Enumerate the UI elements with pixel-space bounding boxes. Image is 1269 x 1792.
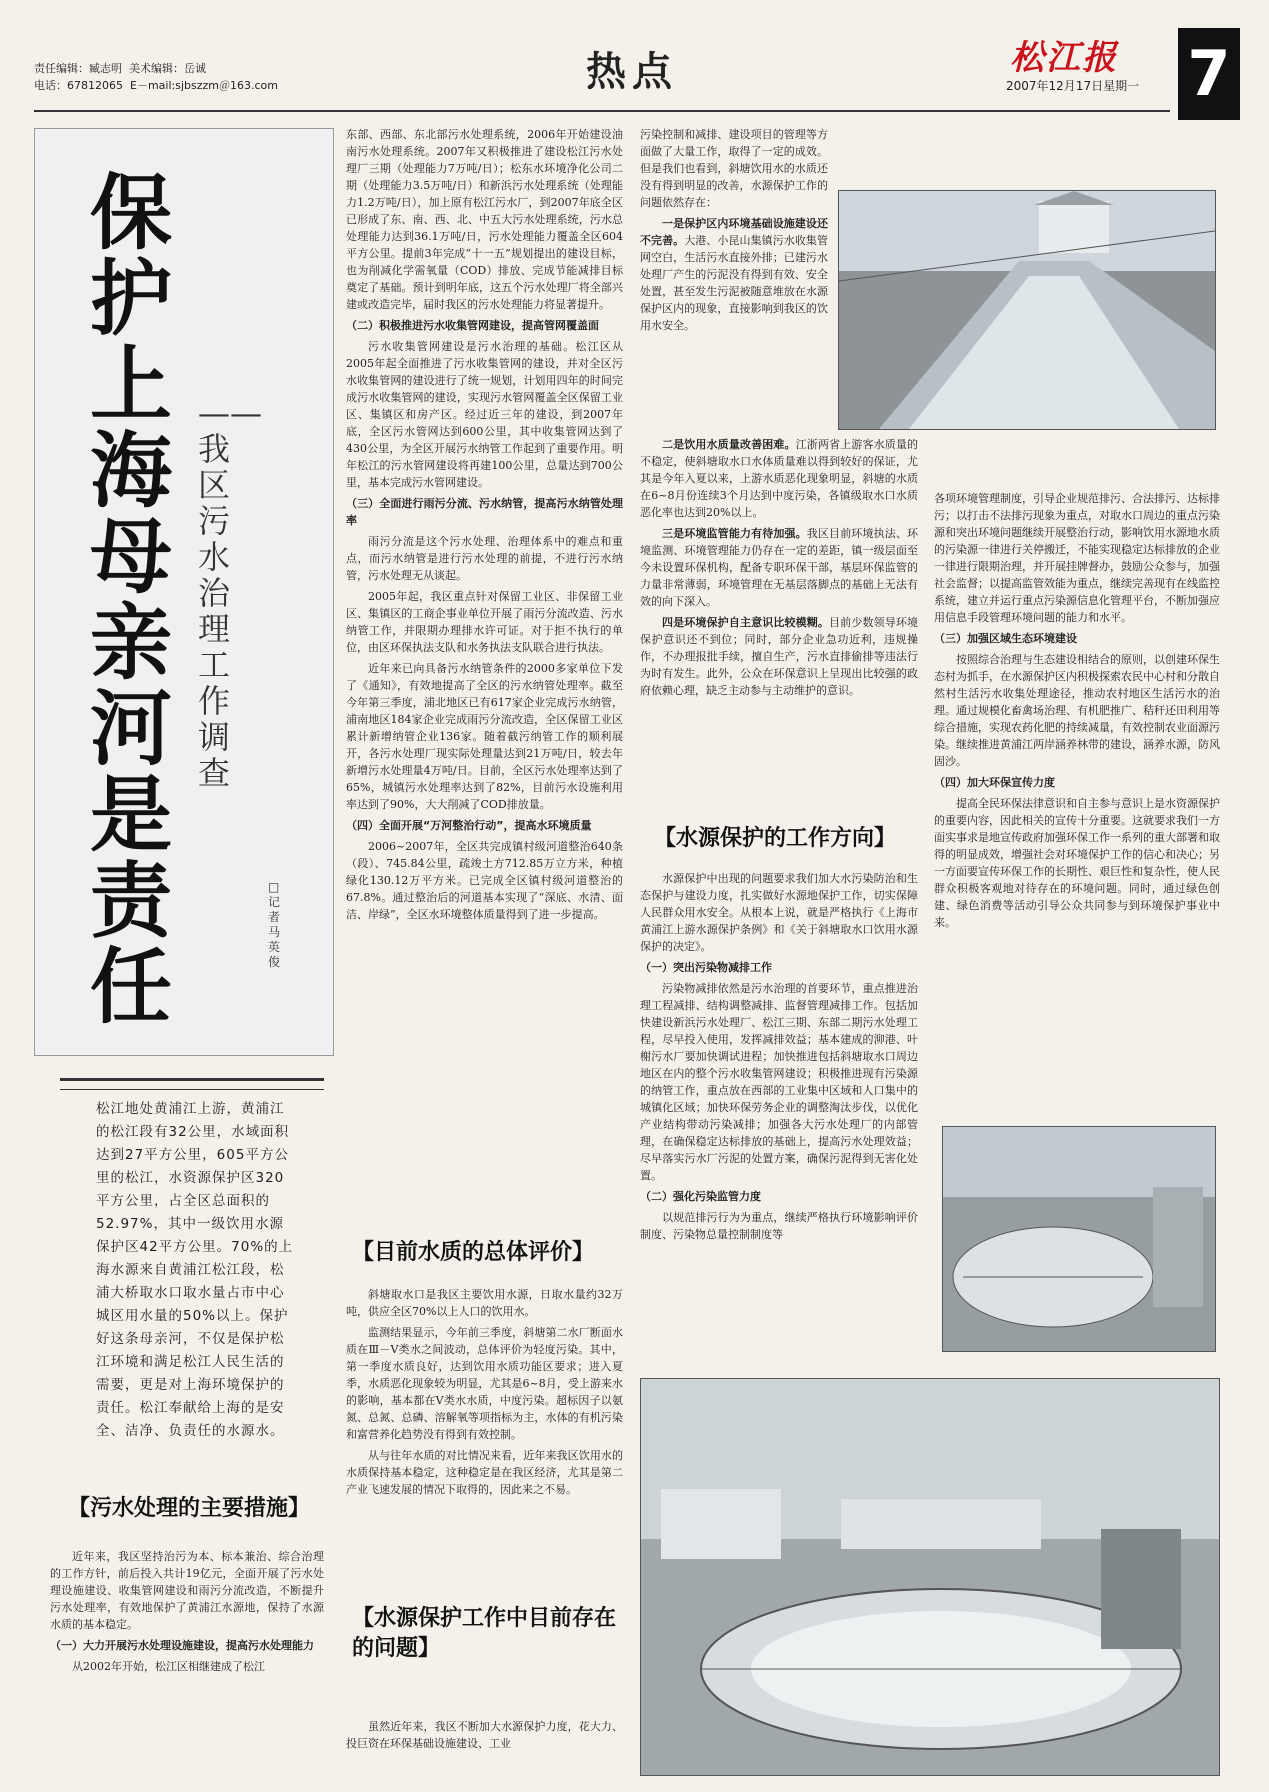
paragraph: 雨污分流是这个污水处理、治理体系中的难点和重点，而污水纳管是进行污水处理的前提，不进行污水纳管，污水处理无从谈起。 [346,535,623,582]
subheading: 三是环境监管能力有待加强。 [662,527,807,540]
subheading: （三）加强区域生态环境建设 [934,632,1077,645]
reporter-byline: □记者 马英俊 [268,880,281,969]
paragraph: 监测结果显示，今年前三季度，斜塘第二水厂断面水质在Ⅲ－Ⅴ类水之间波动，总体评价为轻度污染。其中，第一季度水质良好，达到饮用水质功能区要求；进入夏季，水质恶化现象较为明显，尤其是6~8月，受上游来水的影响，基本都在Ⅴ类水水质，中度污染。超标因子以氨氮、总氮、总磷、溶解氧等项指标为主，水体的有机污染和富营养化趋势没有得到有效控制。 [346,1326,623,1441]
photo-treatment-channel [838,190,1216,430]
subheading: 二是饮用水质量改善困难。 [662,438,796,451]
subheading: （二）积极推进污水收集管网建设，提高管网覆盖面 [346,319,599,332]
subheading: （四）加大环保宣传力度 [934,776,1055,789]
subheading: （二）强化污染监管力度 [640,1190,761,1203]
paragraph: 从与往年水质的对比情况来看，近年来我区饮用水的水质保持基本稳定，这种稳定是在我区经济，尤其是第二产业飞速发展的情况下取得的，因此来之不易。 [346,1449,623,1496]
editor-label: 责任编辑：臧志明 [34,62,122,75]
phone-label: 电话：67812065 [34,79,123,92]
paragraph: 污水收集管网建设是污水治理的基础。松江区从2005年起全面推进了污水收集管网的建设，并对全区污水收集管网的建设进行了统一规划，计划用四年的时间完成污水收集管网的建设，实现污水管网覆盖全区保留工业区、集镇区和房产区。经过近三年的建设，到2007年底，全区污水管网达到600公里，其中收集管网达到了430公里，为全区开展污水纳管工作起到了重要作用。明年松江的污水管网建设将再建100公里，总量达到700公里，基本完成污水管网建设。 [346,340,623,489]
paragraph: 污染物减排依然是污水治理的首要环节，重点推进治理工程减排、结构调整减排、监督管理减排工作。包括加快建设新浜污水处理厂、松江三期、东部二期污水处理工程，尽早投入使用，发挥减排效益；基本建成的泖港、叶榭污水厂要加快调试进程；加快推进包括斜塘取水口周边地区在内的整个污水收集管网建设；积极推进现有污染源的纳管工作，重点放在西部的工业集中区域和人口集中的城镇化区域；加快环保劳务企业的调整淘汰步伐，以优化产业结构带动污染减排；加强各大污水处理厂的内部管理，在确保稳定达标排放的基础上，提高污水处理效益；尽早落实污水厂污泥的处置方案，确保污泥得到无害化处置。 [640,982,918,1182]
paragraph: 提高全民环保法律意识和自主参与意识上是水资源保护的重要内容，因此相关的宣传十分重要。这就要求我们一方面实事求是地宣传政府加强环保工作一系列的重大部署和取得的明显成效，增强社会对环境保护工作的信心和决心；另一方面要宣传环保工作的长期性、艰巨性和复杂性，使人民群众积极客观地对待存在的环境问题。同时，通过绿色创建、绿色消费等活动引导公众共同参与到环境保护事业中来。 [934,797,1220,929]
paragraph: 近年来，我区坚持治污为本、标本兼治、综合治理的工作方针，前后投入共计19亿元，全面开展了污水处理设施建设、收集管网建设和雨污分流改造，不断提升污水处理率，有效地保护了黄浦江水源地，保持了水源水质的基本稳定。 [50,1550,324,1631]
column-d [934,490,1220,1112]
subheading: 一是保护区内环境基础设施建设还不完善。 [640,217,828,247]
photo-clarifier-plant [640,1378,1220,1776]
paragraph: 江浙两省上游客水质量的不稳定，使斜塘取水口水体质量难以得到较好的保证，尤其是今年入夏以来，上游水质恶化现象明显，斜塘的水质在6~8月份连续3个月达到中度污染，各镇级取水口水质恶化率也达到20%以上。 [640,438,918,519]
issue-date: 2007年12月17日星期一 [1006,79,1140,93]
paragraph: 按照综合治理与生态建设相结合的原则，以创建环保生态村为抓手，在水源保护区内积极探索农民中心村和分散自然村生活污水收集处理途径，推动农村地区生活污水的治理。通过规模化畜禽场治理、有机肥推广、秸秆还田利用等综合措施，实现农药化肥的持续减量，有效控制农业面源污染。继续推进黄浦江两岸涵养林带的建设，涵养水源，防风固沙。 [934,653,1220,768]
subheading: 四是环境保护自主意识比较模糊。 [662,616,830,629]
section-title: 热点 [586,48,678,95]
paragraph: 从2002年开始，松江区相继建成了松江 [72,1660,265,1673]
lead-paragraph: 松江地处黄浦江上游，黄浦江的松江段有32公里，水域面积达到27平方公里，605平方公里的松江，水资源保护区320平方公里，占全区总面积的52.97%，其中一级饮用水源保护区42平方公里。70%的上海水源来自黄浦江松江段，松浦大桥取水口取水量占市中心城区用水量的50%以上。保护好这条母亲河，不仅是保护松江环境和满足松江人民生活的需要，更是对上海环境保护的责任。松江奉献给上海的是安全、洁净、负责任的水源水。 [96,1101,294,1439]
column-c-top [640,126,828,436]
paragraph: 虽然近年来，我区不断加大水源保护力度，花大力、投巨资在环保基础设施建设、工业 [346,1720,623,1750]
paper-logo: 松江报 [1010,38,1118,78]
heading-water-quality: 【目前水质的总体评价】 [352,1240,595,1265]
heading-main-measures: 【污水处理的主要措施】 [68,1496,311,1521]
art-editor-label: 美术编辑：岳诚 [129,62,206,75]
column-b [346,126,623,1234]
paragraph: 2005年起，我区重点针对保留工业区、非保留工业区、集镇区的工商企事业单位开展了雨污分流改造、污水纳管工作，并限期办理排水许可证。对于拒不执行的单位，由区环保执法支队和水务执法支队联合进行执法。 [346,590,623,654]
column-a [50,1548,324,1774]
paragraph: 大港、小昆山集镇污水收集管网空白，生活污水直接外排；已建污水处理厂产生的污泥没有得到有效、安全处置，甚至发生污泥被随意堆放在水源保护区内的现象，直接影响到我区的饮用水安全。 [640,234,828,332]
paragraph: 污染控制和减排、建设项目的管理等方面做了大量工作，取得了一定的成效。但是我们也看到，斜塘饮用水的水质还没有得到明显的改善，水源保护工作的问题依然存在： [640,128,828,209]
heading-work-direction: 【水源保护的工作方向】 [654,826,897,851]
paragraph: 东部、西部、东北部污水处理系统，2006年开始建设油南污水处理系统。2007年又积极推进了建设松江污水处理厂三期（处理能力7万吨/日）；松东水环境净化公司二期（处理能力3.5万吨/日）和新浜污水处理系统（处理能力1.2万吨/日），加上原有松江污水厂，到2007年底全区已形成了东、南、西、北、中五大污水处理系统，污水总处理能力达到36.1万吨/日，污水处理能力覆盖全区604平方公里。提前3年完成“十一五”规划提出的建设目标，也为削减化学需氧量（COD）排放、完成节能减排目标奠定了基础。预计到明年底，这五个污水处理厂将全部兴建或改造完毕，届时我区的污水处理能力将显著提升。 [346,128,623,311]
paragraph: 2006~2007年，全区共完成镇村级河道整治640条（段）、745.84公里，疏竣土方712.85万立方米，种植绿化130.12万平方米。已完成全区镇村级河道整治的67.8%。通过整治后的河道基本实现了“深底、水清、面洁、岸绿”，全区水环境整体质量得到了进一步提高。 [346,840,623,921]
paragraph: 以规范排污行为为重点，继续严格执行环境影响评价制度、污染物总量控制制度等 [640,1211,918,1241]
paragraph: 近年来已向具备污水纳管条件的2000多家单位下发了《通知》，有效地提高了全区的污水纳管处理率。截至今年第三季度，浦北地区已有617家企业完成污水纳管，浦南地区184家企业完成雨污分流改造，全区保留工业区累计新增纳管企业136家。随着截污纳管工作的顺利展开，各污水处理厂现实际处理量达到21万吨/日，较去年新增污水处理量4万吨/日。目前，全区污水处理率达到了65%，城镇污水处理率达到了82%，目前污水设施利用率达到了90%，大大削减了COD排放量。 [346,662,623,811]
heading-existing-problems: 【水源保护工作中目前存在的问题】 [352,1606,617,1661]
paragraph: 各项环境管理制度，引导企业规范排污、合法排污、达标排污；以打击不法排污现象为重点，对取水口周边的重点污染源和突出环境问题继续开展整治行动，影响饮用水源地水质的污染源一律进行关停搬迁，不能实现稳定达标排放的企业一律进行限期治理，并开展挂牌督办，鼓励公众参与，加强社会监督；以提高监管效能为重点，继续完善现有在线监控系统，建立并运行重点污染源信息化管理平台，不断加强应用信息手段管理环境问题的能力和水平。 [934,492,1220,624]
lead-rule [60,1078,324,1090]
paragraph: 我区目前环境执法、环境监测、环境管理能力仍存在一定的差距，镇一级层面至今未设置环保机构，配备专职环保干部，基层环保监管的力量非常薄弱，环境管理在无基层落脚点的基础上无法有效的向下深入。 [640,527,918,608]
column-c-lower [640,870,918,1370]
article-subtitle: ——我区污水治理工作调查 [198,394,262,792]
subheading: （一）突出污染物减排工作 [640,961,772,974]
column-b-end [346,1718,623,1774]
editor-info [34,60,364,94]
header-rule [34,110,1170,112]
paragraph: 目前少数领导环境保护意识还不到位；同时，部分企业急功近利，违规操作，不办理报批手续，擅自生产，污水直排偷排等违法行为时有发生。此外，公众在环保意识上呈现出比较强的政府依赖心理，缺乏主动参与主动维护的意识。 [640,616,918,697]
subheading: （三）全面进行雨污分流、污水纳管，提高污水纳管处理率 [346,497,623,527]
subheading: （一）大力开展污水处理设施建设，提高污水处理能力 [50,1639,314,1652]
photo-settling-pools [942,1126,1216,1352]
column-c-mid [640,436,918,816]
article-title: 保护上海母亲河是责任 [90,165,173,1035]
column-b-lower [346,1286,623,1596]
page-number: 7 [1178,28,1240,120]
subheading: （四）全面开展“万河整治行动”，提高水环境质量 [346,819,592,832]
email-label: E－mail:sjbszzm＠163.com [130,79,278,92]
paragraph: 水源保护中出现的问题要求我们加大水污染防治和生态保护与建设力度，扎实做好水源地保护工作，切实保障人民群众用水安全。从根本上说，就是严格执行《上海市黄浦江上游水源保护条例》和《关于斜塘取水口饮用水源保护的决定》。 [640,872,918,953]
paragraph: 斜塘取水口是我区主要饮用水源，日取水量约32万吨，供应全区70%以上人口的饮用水。 [346,1288,623,1318]
